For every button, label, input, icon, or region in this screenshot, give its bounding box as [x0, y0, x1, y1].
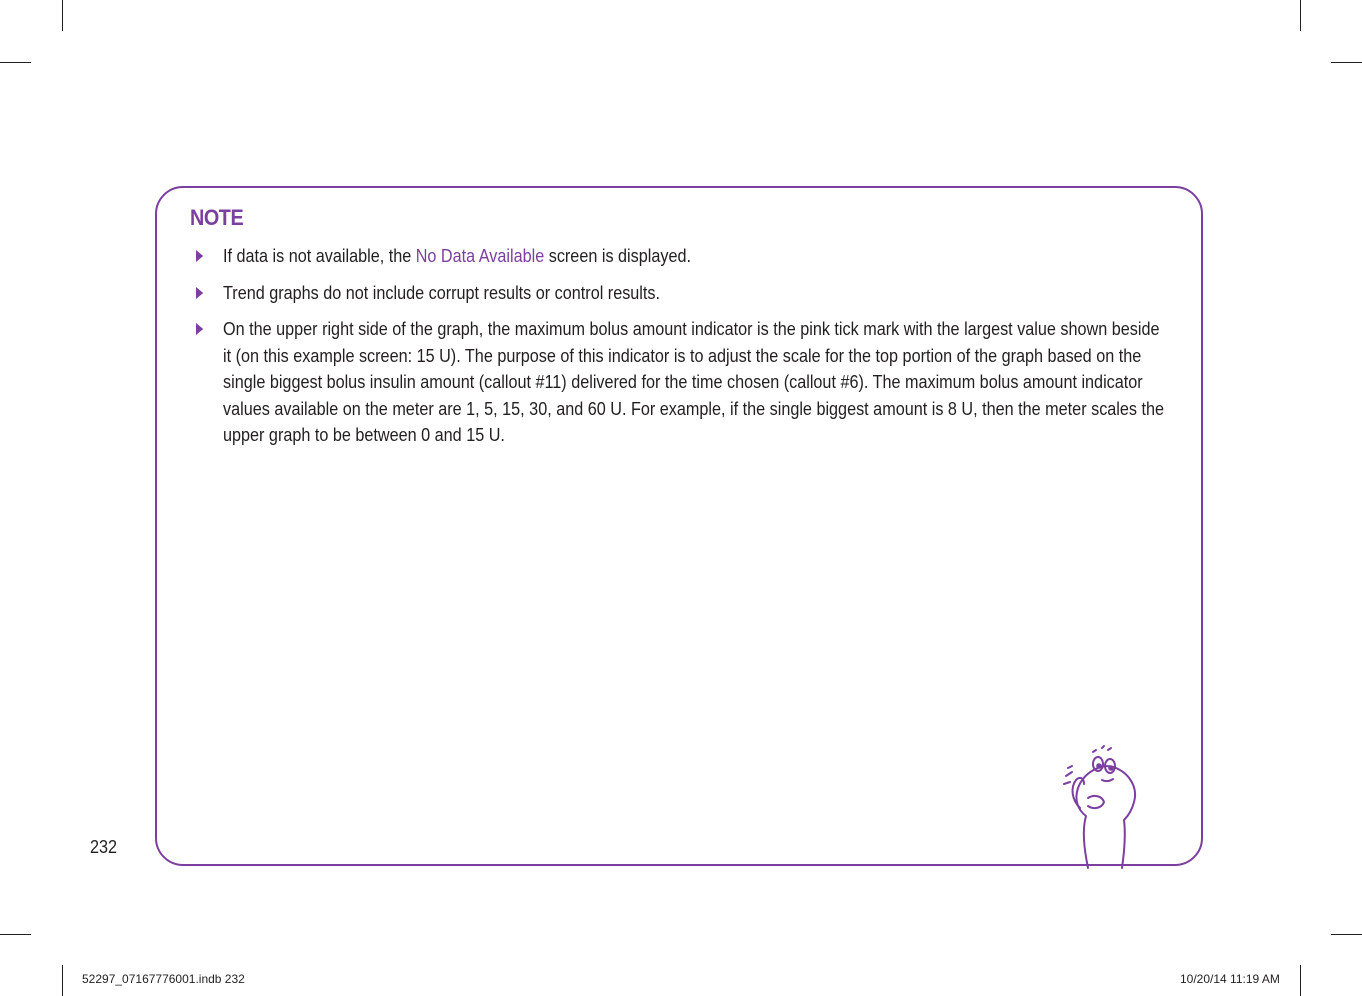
crop-mark-top-left-horizontal [0, 62, 31, 63]
crop-mark-top-left-vertical [62, 0, 63, 31]
note-bullet-max-bolus [196, 316, 1168, 449]
no-data-available-term: No Data Available [415, 246, 545, 266]
triangle-right-icon [196, 323, 203, 335]
thinking-character-illustration [1058, 738, 1148, 873]
footer-timestamp: 10/20/14 11:19 AM [1180, 972, 1280, 986]
note-bullet-no-data [196, 243, 1168, 270]
bullet-text-after: screen is displayed. [544, 246, 691, 266]
bullet-text-before: If data is not available, the [223, 246, 416, 266]
bullet-text: Trend graphs do not include corrupt results or control results. [223, 282, 661, 303]
crop-mark-bottom-left-vertical [62, 965, 63, 996]
note-bullet-trend-graphs [196, 280, 1168, 307]
triangle-right-icon [196, 287, 203, 299]
footer-file-info: 52297_07167776001.indb 232 [82, 972, 245, 986]
crop-mark-bottom-right-horizontal [1331, 934, 1362, 935]
note-bullet-list [196, 243, 1165, 459]
crop-mark-top-right-horizontal [1331, 62, 1362, 63]
note-title: NOTE [190, 205, 244, 230]
triangle-right-icon [196, 250, 203, 262]
crop-mark-bottom-right-vertical [1300, 965, 1301, 996]
crop-mark-top-right-vertical [1300, 0, 1301, 31]
page-number: 232 [90, 837, 118, 857]
crop-mark-bottom-left-horizontal [0, 934, 31, 935]
bullet-text: On the upper right side of the graph, the maximum bolus amount indicator is the pink tick mark with the largest value shown beside it (on this example screen: 15 U). The purpose of this indicator is to adjust the scale for the top portion of the graph based on the single biggest bolus insulin amount (callout #11) delivered for the time chosen (callout #6). The maximum bolus amount indicator values available on the meter are 1, 5, 15, 30, and 60 U. For example, if the single biggest amount is 8 U, then the meter scales the upper graph to be between 0 and 15 U. [223, 319, 1165, 445]
